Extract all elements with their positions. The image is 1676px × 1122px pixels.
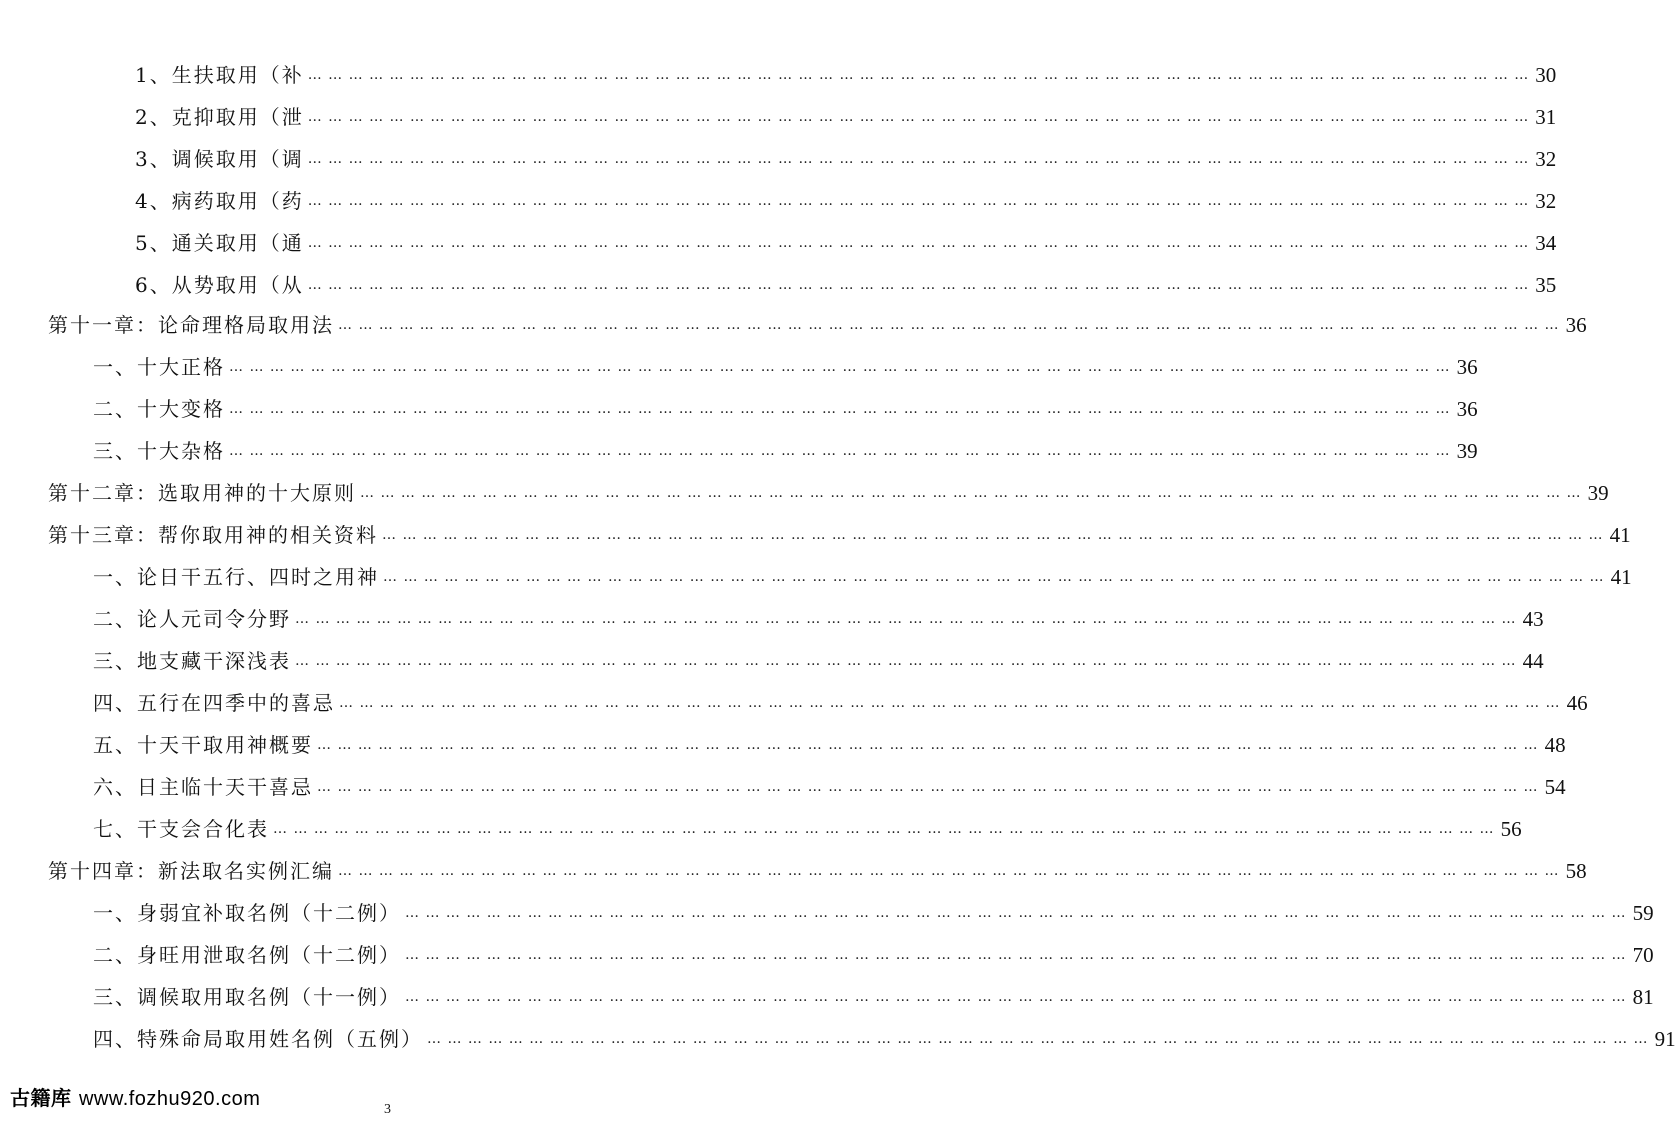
toc-entry: [48, 856, 1587, 886]
toc-entry: [93, 982, 1654, 1012]
toc-entry-page: 39: [1587, 481, 1609, 505]
toc-entry-title: 第十三章：帮你取用神的相关资料: [48, 523, 378, 547]
dot-leader: … … … … … … … … … … … … … … … … … … … … … … … … … … … … … … … … … … … … … … … … … … … … … … … … … … … … … … … … … … … …: [295, 653, 1517, 669]
toc-entry: [93, 688, 1588, 718]
toc-entry-page: 32: [1535, 189, 1557, 213]
toc-entry: [93, 730, 1566, 760]
toc-entry-title: 第十一章：论命理格局取用法: [48, 313, 334, 337]
toc-entry-title: 2、克抑取用（泄: [135, 105, 304, 129]
dot-leader: … … … … … … … … … … … … … … … … … … … … … … … … … … … … … … … … … … … … … … … … … … … … … … … … … … … … … … … … … … … …: [383, 569, 1605, 585]
toc-entry: [93, 436, 1478, 466]
toc-entry-title: 二、论人元司令分野: [93, 607, 291, 631]
toc-entry-page: 44: [1522, 649, 1544, 673]
dot-leader: … … … … … … … … … … … … … … … … … … … … … … … … … … … … … … … … … … … … … … … … … … … … … … … … … … … … … … … … … … … …: [307, 67, 1530, 83]
toc-entry-page: 36: [1456, 355, 1478, 379]
dot-leader: … … … … … … … … … … … … … … … … … … … … … … … … … … … … … … … … … … … … … … … … … … … … … … … … … … … … … … … … … … … …: [229, 443, 1451, 459]
toc-entry-page: 32: [1535, 147, 1557, 171]
toc-entry-title: 第十四章：新法取名实例汇编: [48, 859, 334, 883]
dot-leader: … … … … … … … … … … … … … … … … … … … … … … … … … … … … … … … … … … … … … … … … … … … … … … … … … … … … … … … … … … … …: [405, 905, 1627, 921]
toc-entry-title: 四、五行在四季中的喜忌: [93, 691, 335, 715]
dot-leader: … … … … … … … … … … … … … … … … … … … … … … … … … … … … … … … … … … … … … … … … … … … … … … … … … … … … … … … … … … … …: [295, 611, 1517, 627]
watermark-url: www.fozhu920.com: [78, 1088, 261, 1110]
dot-leader: … … … … … … … … … … … … … … … … … … … … … … … … … … … … … … … … … … … … … … … … … … … … … … … … … … … … … … … … … … … …: [229, 359, 1451, 375]
toc-entry: [48, 520, 1631, 550]
toc-entry-page: 39: [1456, 439, 1478, 463]
toc-entry-page: 34: [1535, 231, 1557, 255]
dot-leader: … … … … … … … … … … … … … … … … … … … … … … … … … … … … … … … … … … … … … … … … … … … … … … … … … … … … … … … … … … … …: [307, 277, 1530, 293]
dot-leader: … … … … … … … … … … … … … … … … … … … … … … … … … … … … … … … … … … … … … … … … … … … … … … … … … … … … … … … … … … … …: [360, 485, 1582, 501]
toc-entry-page: 59: [1632, 901, 1654, 925]
watermark-name: 古籍库: [10, 1086, 72, 1110]
toc-entry-title: 六、日主临十天干喜忌: [93, 775, 313, 799]
toc-entry-page: 41: [1610, 565, 1632, 589]
dot-leader: … … … … … … … … … … … … … … … … … … … … … … … … … … … … … … … … … … … … … … … … … … … … … … … … … … … … … … … … … … … …: [307, 151, 1530, 167]
toc-entry-title: 三、地支藏干深浅表: [93, 649, 291, 673]
toc-entry-page: 36: [1565, 313, 1587, 337]
toc-entry-title: 二、身旺用泄取名例（十二例）: [93, 943, 401, 967]
toc-entry-title: 五、十天干取用神概要: [93, 733, 313, 757]
toc-entry: [135, 60, 1557, 90]
toc-entry: [135, 186, 1557, 216]
dot-leader: … … … … … … … … … … … … … … … … … … … … … … … … … … … … … … … … … … … … … … … … … … … … … … … … … … … … … … … … … … … …: [307, 193, 1530, 209]
toc-entry: [93, 814, 1522, 844]
toc-entry-page: 56: [1500, 817, 1522, 841]
toc-entry-title: 6、从势取用（从: [135, 273, 304, 297]
toc-entry-page: 91: [1654, 1027, 1676, 1051]
toc-entry-title: 1、生扶取用（补: [135, 63, 304, 87]
toc-entry: [93, 1024, 1676, 1054]
toc-entry: [135, 270, 1557, 300]
toc-entry: [48, 478, 1609, 508]
toc-entry-title: 一、论日干五行、四时之用神: [93, 565, 379, 589]
toc-entry-title: 第十二章：选取用神的十大原则: [48, 481, 356, 505]
toc-entry-page: 43: [1522, 607, 1544, 631]
toc-entry: [93, 394, 1478, 424]
toc-entry-title: 3、调候取用（调: [135, 147, 304, 171]
toc-entry: [135, 144, 1557, 174]
dot-leader: … … … … … … … … … … … … … … … … … … … … … … … … … … … … … … … … … … … … … … … … … … … … … … … … … … … … … … … … … … … …: [427, 1031, 1649, 1047]
toc-entry-page: 48: [1544, 733, 1566, 757]
dot-leader: … … … … … … … … … … … … … … … … … … … … … … … … … … … … … … … … … … … … … … … … … … … … … … … … … … … … … … … … … … … …: [307, 235, 1530, 251]
toc-entry-page: 35: [1535, 273, 1557, 297]
toc-entry-title: 一、十大正格: [93, 355, 225, 379]
toc-entry: [93, 940, 1654, 970]
toc-entry: [93, 352, 1478, 382]
toc-entry-page: 81: [1632, 985, 1654, 1009]
toc-entry-page: 46: [1566, 691, 1588, 715]
toc-entry: [93, 646, 1544, 676]
toc-entry-page: 70: [1632, 943, 1654, 967]
toc-entry: [135, 102, 1557, 132]
toc-entry-page: 41: [1609, 523, 1631, 547]
dot-leader: … … … … … … … … … … … … … … … … … … … … … … … … … … … … … … … … … … … … … … … … … … … … … … … … … … … … … … … … … … … …: [405, 989, 1627, 1005]
toc-entry-page: 54: [1544, 775, 1566, 799]
toc-entry: [93, 772, 1566, 802]
dot-leader: … … … … … … … … … … … … … … … … … … … … … … … … … … … … … … … … … … … … … … … … … … … … … … … … … … … … … … … … … … … …: [338, 863, 1560, 879]
toc-entry-page: 36: [1456, 397, 1478, 421]
toc-entry-title: 四、特殊命局取用姓名例（五例）: [93, 1027, 423, 1051]
toc-entry-title: 一、身弱宜补取名例（十二例）: [93, 901, 401, 925]
toc-entry-page: 31: [1535, 105, 1557, 129]
dot-leader: … … … … … … … … … … … … … … … … … … … … … … … … … … … … … … … … … … … … … … … … … … … … … … … … … … … … … … … … … … … …: [382, 527, 1604, 543]
toc-entry: [93, 898, 1654, 928]
toc-entry-title: 4、病药取用（药: [135, 189, 304, 213]
toc-entry-title: 5、通关取用（通: [135, 231, 304, 255]
dot-leader: … … … … … … … … … … … … … … … … … … … … … … … … … … … … … … … … … … … … … … … … … … … … … … … … … … … … … … … … … … … …: [338, 317, 1560, 333]
toc-entry: [93, 562, 1632, 592]
dot-leader: … … … … … … … … … … … … … … … … … … … … … … … … … … … … … … … … … … … … … … … … … … … … … … … … … … … … … … … … … … … …: [229, 401, 1451, 417]
watermark: [10, 1082, 260, 1111]
toc-entry-title: 三、十大杂格: [93, 439, 225, 463]
dot-leader: … … … … … … … … … … … … … … … … … … … … … … … … … … … … … … … … … … … … … … … … … … … … … … … … … … … … … … … … … … … …: [273, 821, 1495, 837]
toc-entry: [93, 604, 1544, 634]
dot-leader: … … … … … … … … … … … … … … … … … … … … … … … … … … … … … … … … … … … … … … … … … … … … … … … … … … … … … … … … … … … …: [317, 737, 1539, 753]
dot-leader: … … … … … … … … … … … … … … … … … … … … … … … … … … … … … … … … … … … … … … … … … … … … … … … … … … … … … … … … … … … …: [339, 695, 1561, 711]
toc-entry-page: 30: [1535, 63, 1557, 87]
dot-leader: … … … … … … … … … … … … … … … … … … … … … … … … … … … … … … … … … … … … … … … … … … … … … … … … … … … … … … … … … … … …: [317, 779, 1539, 795]
dot-leader: … … … … … … … … … … … … … … … … … … … … … … … … … … … … … … … … … … … … … … … … … … … … … … … … … … … … … … … … … … … …: [307, 109, 1530, 125]
toc-entry-page: 58: [1565, 859, 1587, 883]
toc-entry: [48, 310, 1587, 340]
toc-entry-title: 二、十大变格: [93, 397, 225, 421]
toc-entry-title: 七、干支会合化表: [93, 817, 269, 841]
toc-entry-title: 三、调候取用取名例（十一例）: [93, 985, 401, 1009]
page-number: 3: [384, 1102, 391, 1117]
toc-entry: [135, 228, 1557, 258]
dot-leader: … … … … … … … … … … … … … … … … … … … … … … … … … … … … … … … … … … … … … … … … … … … … … … … … … … … … … … … … … … … …: [405, 947, 1627, 963]
